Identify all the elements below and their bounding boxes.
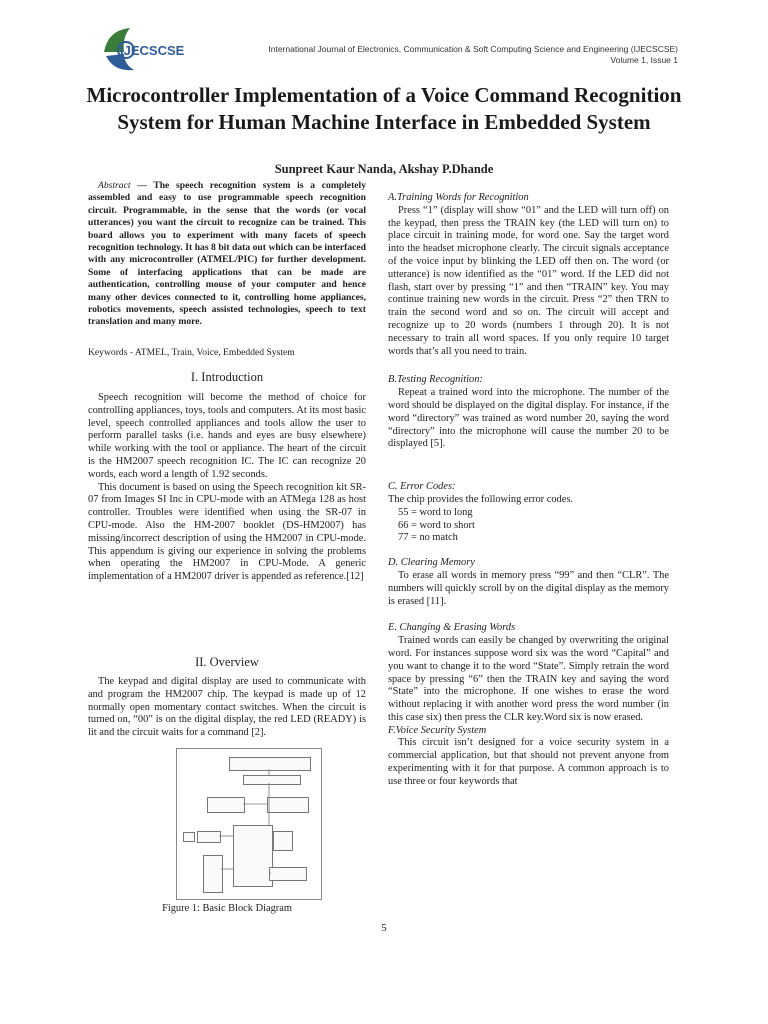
subsection-heading-b: B.Testing Recognition: [388, 374, 483, 386]
block-diagram-figure [176, 748, 322, 900]
figure-caption: Figure 1: Basic Block Diagram [162, 903, 292, 914]
intro-paragraph-1: Speech recognition will become the method of choice for controlling appliances, toys, tools and computers. At its most basic level, speech controlled appliances and tools allow the user to perform parallel tasks (i.e. hands and eyes are busy elsewhere) while working with the tool or appliance. The heart of the circuit is the HM2007 speech recognition IC. The IC can recognize 20 words, each word a length of 1.92 seconds. [88, 392, 366, 480]
journal-name: International Journal of Electronics, Communication & Soft Computing Science and Engineering (IJECSCSE) [268, 44, 678, 54]
journal-header [268, 44, 678, 66]
intro-body [88, 392, 366, 584]
subsection-d-text: To erase all words in memory press “99” and then “CLR”. The numbers will quickly scroll by on the digital display as the memory is erased [11]. [388, 569, 669, 607]
paper-title: Microcontroller Implementation of a Voice Command Recognition System for Human Machine Interface in Embedded System [86, 83, 682, 134]
error-code-item: 55 = word to long [398, 506, 473, 518]
section-heading-overview: II. Overview [195, 655, 259, 669]
subsection-heading-f: F.Voice Security System [388, 724, 487, 736]
subsection-heading-e: E. Changing & Erasing Words [388, 622, 516, 634]
section-heading-introduction: I. Introduction [190, 370, 264, 384]
abstract-text: — The speech recognition system is a completely assembled and easy to use programmable speech recognition circuit. Programmable, in the sense that the words (or vocal utterances) you want the circuit to recognize can be trained. This board allows you to experiment with many facets of speech recognition technology. It has 8 bit data out which can be interfaced with any microcontroller (ATMEL/PIC) for further development. Some of interfacing applications that can be made are authentication, controlling mouse of your computer and hence many other devices connected to it, controlling home appliances, robotics movements, speech assisted technologies, speech to text translation and many more. [88, 180, 366, 328]
page-number: 5 [381, 922, 387, 934]
abstract-label: Abstract [98, 180, 131, 191]
journal-logo [94, 22, 194, 78]
abstract [88, 180, 366, 329]
error-code-item: 66 = word to short [398, 519, 475, 531]
subsection-heading-d: D. Clearing Memory [388, 557, 475, 569]
keywords: Keywords - ATMEL, Train, Voice, Embedded System [88, 347, 295, 358]
subsection-heading-a: A.Training Words for Recognition [388, 192, 529, 203]
subsection-b-text: Repeat a trained word into the microphone. The number of the word should be displayed on the digital display. For instance, if the word “directory” was trained as word number 20, saying the word “directory” into the microphone will cause the number 20 to be displayed [5]. [388, 387, 669, 450]
error-code-item: 77 = no match [398, 532, 458, 544]
subsection-e-text: Trained words can easily be changed by overwriting the original word. For instances suppose word six was the word “Capital” and you want to change it to the word “State”. Simply retrain the word space by pressing “6” then the TRAIN key and saying the word “State” into the microphone. If one wishes to erase the word without replacing it with another word press the word number (in this case six) then press the CLR key.Word six is now erased. [388, 635, 669, 723]
error-code-list [388, 507, 669, 545]
paper-authors: Sunpreet Kaur Nanda, Akshay P.Dhande [274, 162, 494, 176]
intro-paragraph-2: This document is based on using the Speech recognition kit SR-07 from Images SI Inc in CPU-mode with an ATMega 128 as host controller. Troubles were identified when using the SR-07 in CPU-mode. Also the HM-2007 booklet (DS-HM2007) has missing/incorrect description of using the HM2007 in CPU-mode. This appendum is giving our experience in solving the problems when operating the HM2007 in CPU-Mode. A generic implementation of a HM2007 driver is appended as reference.[12] [88, 481, 366, 583]
subsection-c-intro: The chip provides the following error codes. [388, 493, 573, 505]
diagram-connectors [177, 749, 321, 899]
subsection-a-text: Press “1” (display will show “01” and the LED will turn off) on the keypad, then press the TRAIN key (the LED will turn on) to place circuit in training mode, for word one. Say the target word into the headset microphone clearly. The circuit signals acceptance of the voice input by blinking the LED off then on. The word (or utterance) is now identified as the “01” word. If the LED did not flash, start over by pressing “1” and then “TRAIN” key. You may continue training new words in the circuit. Press “2” then TRN to train the second word and so on. The circuit will accept and recognize up to 20 words (numbers 1 through 20). It is not necessary to train all word spaces. If you only require 10 target words that’s all you need to train. [388, 204, 669, 357]
subsection-heading-c: C. Error Codes: [388, 481, 456, 493]
overview-paragraph-1: The keypad and digital display are used to communicate with and program the HM2007 chip. The keypad is made up of 12 normally open momentary contact switches. When the circuit is turned on, “00” is on the digital display, the red LED (READY) is lit and the circuit waits for a command [2]. [88, 676, 366, 739]
overview-body [88, 676, 366, 740]
svg-text:IJECSCSE: IJECSCSE [120, 43, 185, 58]
right-column [388, 192, 669, 789]
subsection-f-text: This circuit isn’t designed for a voice security system in a commercial application, but that should not prevent anyone from experimenting with it for that purpose. A common approach is to use three or four keywords that [388, 737, 669, 787]
volume-issue: Volume 1, Issue 1 [610, 55, 678, 65]
